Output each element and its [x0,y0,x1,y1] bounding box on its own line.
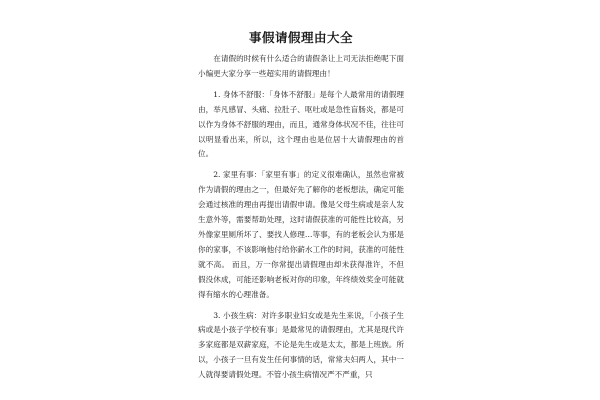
document-body [198,30,404,389]
intro-paragraph: 在请假的时候有什么适合的请假条让上司无法拒绝呢下面小编更大家分享一些超实用的请假理由！ [198,54,404,78]
reason-1-paragraph: 1. 身体不舒服：「身体不舒服」是每个人最常用的请假理由，举凡感冒、头痛、拉肚子、呕吐或是急性盲肠炎，都是可以作为身体不舒服的理由，而且，通常身体状况不佳，往往可以明显看出来，所以，这个理由也是位居十大请假理由的首位。 [198,89,404,159]
reason-3-paragraph: 3. 小孩生病：对许多职业妇女或是先生来说，「小孩子生病或是小孩子学校有事」是最常见的请假理由，尤其是现代许多家庭都是双薪家庭，不论是先生或是太太，都是上班族。所以，小孩子一旦有发生任何事情的话，常常夫妇两人，其中一人就得要请假处理。不管小孩生病情况严不严重，只 [198,310,404,380]
reason-2-paragraph: 2. 家里有事：「家里有事」的定义很难确认，虽然也常被作为请假的理由之一，但最好先了解你的老板想法，确定可能会通过核准的理由再提出请假申请。像是父母生病或是亲人发生意外等，需要帮助处理，这时请假获准的可能性比较高，另外像家里厕所坏了、要找人修理…等事，有的老板会认为那是你的家事，不该影响他付给你薪水工作的时间，获准的可能性就不高。 而且，万一你常提出请假理由却未获得准许，不但假没休成，可能还影响老板对你的印象，年终绩效奖金可能就得有缩水的心理准备。 [198,170,404,299]
document-title: 事假请假理由大全 [248,30,353,45]
